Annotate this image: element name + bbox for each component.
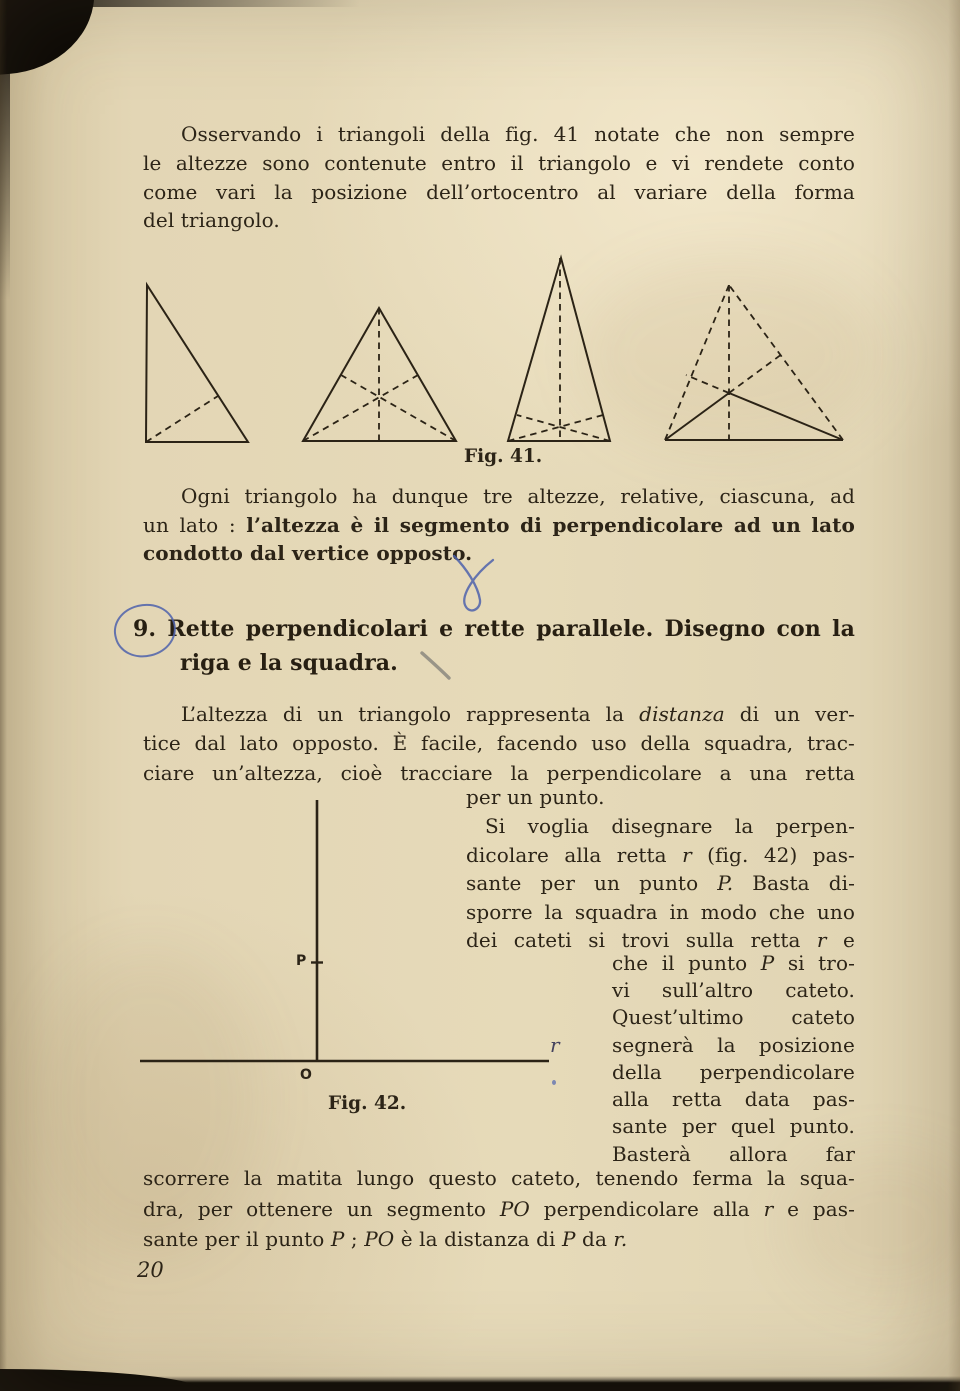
- page-number: 20: [137, 1258, 164, 1282]
- triangle-right: [146, 285, 248, 442]
- paragraph-altezza: L’altezza di un triangolo rappresenta la distanza di un ver- tice dal lato opposto. È facile, facendo uso della squadra, trac- ciare un’altezza, cioè tracciare la perpendicolare a una retta: [143, 701, 855, 785]
- scan-edge-top-left-corner: [0, 0, 99, 76]
- triangle-acute: [303, 308, 456, 441]
- narrow-column-beside-figure: che il punto P si tro- vi sull’altro cateto. Quest’ultimo cateto segnerà la posizione della perpendicolare alla retta data pas- sante per quel punto. Basterà allora far: [612, 950, 855, 1166]
- pen-squiggle-mark: [448, 552, 512, 616]
- section-heading: 9. Rette perpendicolari e rette parallele. Disegno con la riga e la squadra.: [133, 615, 855, 676]
- scan-edge-right: [948, 0, 960, 1391]
- pen-dot-mark: [552, 1080, 556, 1085]
- triangle-tall: [508, 258, 610, 441]
- fig41-caption: Fig. 41.: [464, 446, 543, 467]
- pencil-mark: [416, 648, 456, 684]
- fig41-drawing: [130, 250, 860, 450]
- column-beside-figure: Si voglia disegnare la perpen- dicolare alla retta r (fig. 42) pas- sante per un punto P. Basta di- sporre la squadra in modo che uno dei cateti si trovi sulla retta r e: [466, 814, 855, 953]
- paragraph-final: scorrere la matita lungo questo cateto, tenendo ferma la squa- dra, per ottenere un segmento PO perpendicolare alla r e pas- sante per il punto P ; PO è la distanza di P da r.: [143, 1165, 855, 1251]
- paragraph-altezza-end: per un punto.: [466, 785, 605, 809]
- scan-edge-top: [0, 0, 360, 7]
- scan-edge-left: [0, 0, 7, 1391]
- scan-edge-bottom-left: [0, 1369, 200, 1391]
- fig42-line-r-label: r: [550, 1033, 560, 1057]
- fig42-caption: Fig. 42.: [328, 1093, 407, 1114]
- fig42-point-O-label: O: [300, 1067, 312, 1083]
- paragraph-definition: Ogni triangolo ha dunque tre altezze, relative, ciascuna, ad un lato : l’altezza è il segmento di perpendicolare ad un lato condotto dal vertice opposto.: [143, 484, 855, 565]
- paragraph-intro: Osservando i triangoli della fig. 41 notate che non sempre le altezze sono contenute entro il triangolo e vi rendete conto come vari la posizione dell’ortocentro al variare della forma del triangolo.: [143, 121, 855, 232]
- fig42-point-P-label: P: [296, 953, 307, 969]
- triangle-obtuse: [665, 285, 843, 440]
